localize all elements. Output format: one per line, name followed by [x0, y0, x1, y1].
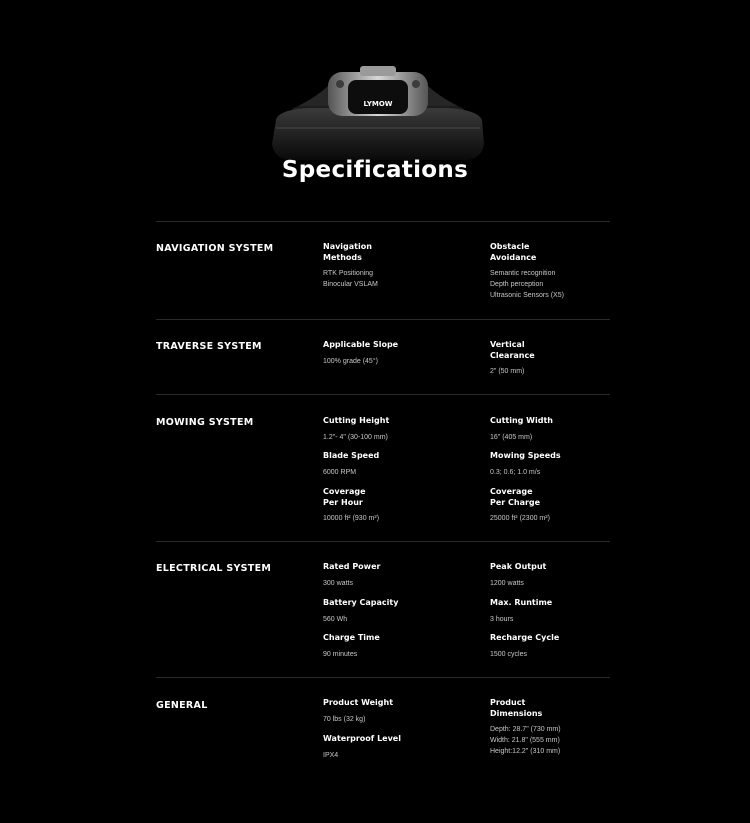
section-divider [156, 394, 610, 395]
spec-label: Mowing Speeds [490, 451, 561, 460]
spec-coverage-per-hour [323, 487, 433, 524]
spec-cutting-height [323, 416, 433, 443]
section-title: MOWING SYSTEM [156, 417, 254, 428]
spec-label: Obstacle Avoidance [490, 242, 537, 262]
spec-label: Blade Speed [323, 451, 380, 460]
lawn-mower-product-image [268, 66, 488, 166]
spec-label: Cutting Height [323, 416, 390, 425]
spec-value: 2" (50 mm) [490, 368, 525, 375]
spec-value: 300 watts [323, 579, 353, 587]
section-title: GENERAL [156, 700, 208, 711]
spec-label: Coverage Per Hour [323, 487, 366, 507]
spec-product-weight [323, 698, 433, 725]
brand-logo: LYMOW [363, 100, 393, 108]
spec-label: Rated Power [323, 562, 381, 571]
spec-value: RTK Positioning Binocular VSLAM [323, 270, 378, 288]
spec-label: Peak Output [490, 562, 547, 571]
section-title: TRAVERSE SYSTEM [156, 341, 262, 352]
spec-navigation-methods [323, 242, 433, 290]
spec-value: 70 lbs (32 kg) [323, 715, 366, 723]
spec-label: Vertical Clearance [490, 340, 535, 360]
spec-value: 6000 RPM [323, 468, 357, 476]
section-divider [156, 221, 610, 222]
spec-value: 10000 ft² (930 m²) [323, 515, 380, 522]
spec-label: Product Dimensions [490, 698, 543, 718]
spec-waterproof-level [323, 734, 433, 761]
spec-value: 100% grade (45°) [323, 357, 378, 365]
spec-value: IPX4 [323, 751, 339, 759]
section-divider [156, 677, 610, 678]
spec-mowing-speeds [490, 451, 600, 478]
spec-label: Recharge Cycle [490, 633, 560, 642]
page-title: Specifications [281, 157, 469, 183]
spec-max-runtime [490, 598, 600, 625]
spec-label: Battery Capacity [323, 598, 399, 607]
spec-vertical-clearance [490, 340, 600, 377]
spec-value: 90 minutes [323, 650, 358, 658]
section-title: ELECTRICAL SYSTEM [156, 563, 272, 574]
spec-product-dimensions [490, 698, 600, 757]
spec-value: 560 Wh [323, 615, 348, 623]
spec-value: Depth: 28.7" (730 mm) Width: 21.8" (555 mm) Height:12.2" (310 mm) [490, 726, 561, 755]
spec-peak-output [490, 562, 600, 589]
section-divider [156, 541, 610, 542]
spec-value: 1500 cycles [490, 650, 527, 658]
spec-label: Max. Runtime [490, 598, 553, 607]
spec-value: 1200 watts [490, 579, 524, 587]
spec-coverage-per-charge [490, 487, 600, 524]
spec-label: Navigation Methods [323, 242, 372, 262]
spec-label: Charge Time [323, 633, 380, 642]
spec-applicable-slope [323, 340, 433, 367]
spec-value: 25000 ft² (2300 m²) [490, 515, 550, 522]
section-title: NAVIGATION SYSTEM [156, 243, 274, 254]
spec-rated-power [323, 562, 433, 589]
spec-value: 16" (405 mm) [490, 433, 533, 441]
spec-label: Cutting Width [490, 416, 553, 425]
spec-blade-speed [323, 451, 433, 478]
spec-value: 1.2"- 4" (30-100 mm) [323, 433, 388, 441]
spec-cutting-width [490, 416, 600, 443]
spec-recharge-cycle [490, 633, 600, 660]
spec-label: Applicable Slope [323, 340, 399, 349]
spec-label: Product Weight [323, 698, 394, 707]
spec-charge-time [323, 633, 433, 660]
spec-value: 3 hours [490, 615, 514, 623]
spec-battery-capacity [323, 598, 433, 625]
spec-label: Waterproof Level [323, 734, 401, 743]
section-divider [156, 319, 610, 320]
spec-obstacle-avoidance [490, 242, 600, 301]
hero [0, 0, 750, 200]
spec-label: Coverage Per Charge [490, 487, 541, 507]
spec-value: 0.3; 0.6; 1.0 m/s [490, 468, 541, 476]
spec-value: Semantic recognition Depth perception Ultrasonic Sensors (X5) [490, 270, 564, 299]
